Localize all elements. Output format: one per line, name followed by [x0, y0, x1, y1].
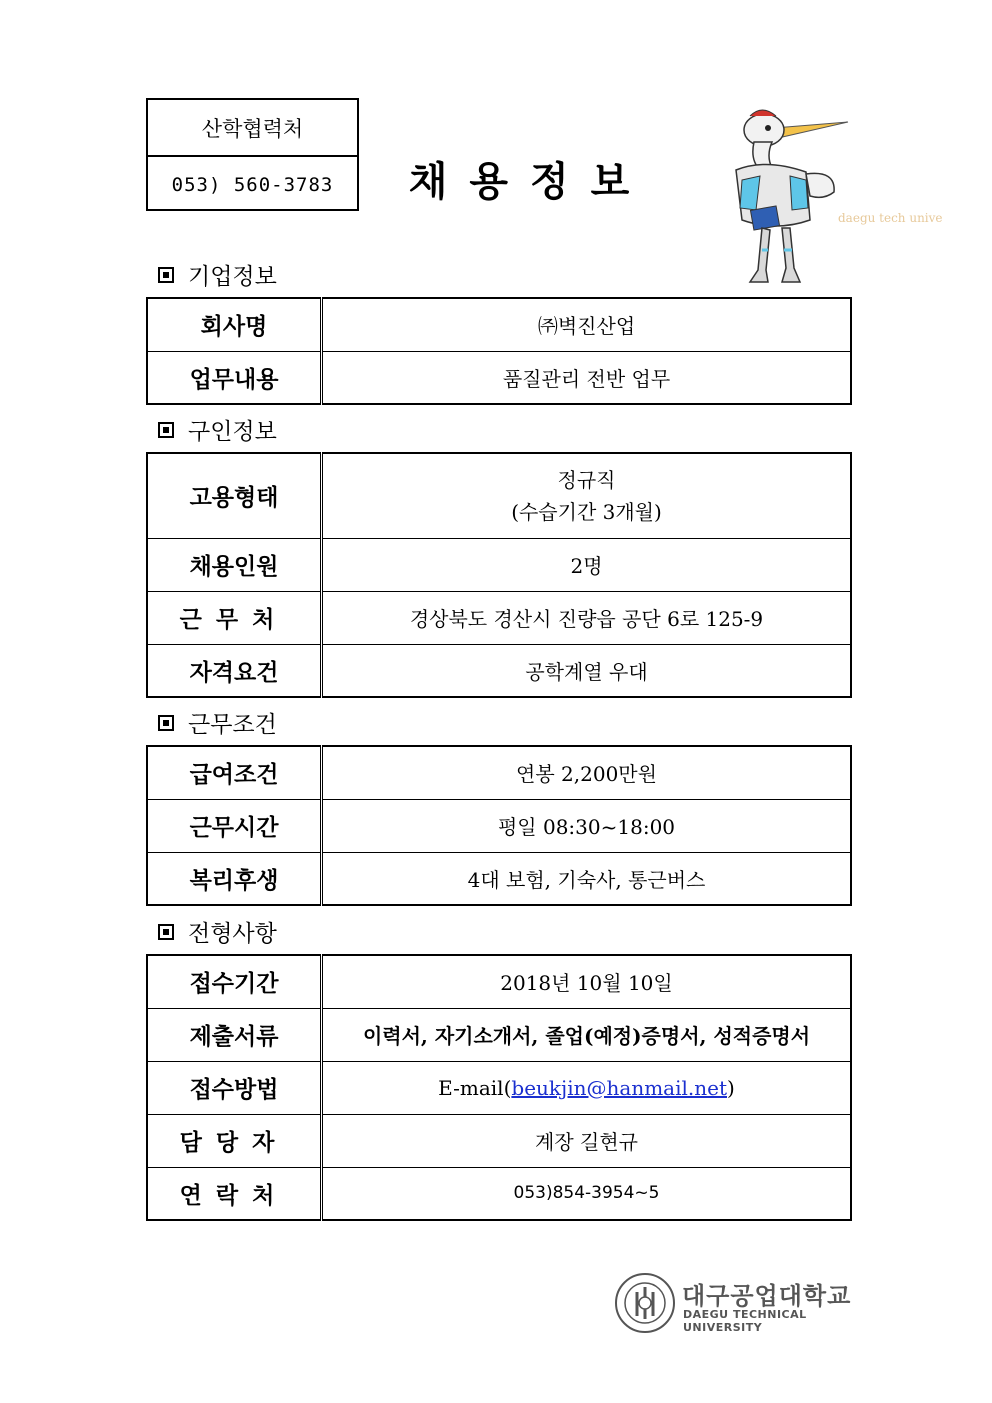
mascot-bird-icon [706, 100, 943, 295]
label-qualifications: 자격요건 [147, 644, 322, 697]
value-contact-number: 053)854-3954~5 [322, 1167, 852, 1220]
table-row [147, 746, 851, 799]
table-row [147, 591, 851, 644]
value-contact-person: 계장 길현규 [322, 1114, 852, 1167]
value-employment-type [322, 453, 852, 538]
square-bullet-icon [158, 422, 174, 438]
square-bullet-icon [158, 924, 174, 940]
value-salary: 연봉 2,200만원 [322, 746, 852, 799]
mascot-watermark: daegu tech unive [838, 211, 943, 225]
value-qualifications: 공학계열 우대 [322, 644, 852, 697]
table-row [147, 644, 851, 697]
value-required-documents: 이력서, 자기소개서, 졸업(예정)증명서, 성적증명서 [322, 1008, 852, 1061]
label-headcount: 채용인원 [147, 538, 322, 591]
table-row [147, 351, 851, 404]
value-application-method [322, 1061, 852, 1114]
employment-type-probation: (수습기간 3개월) [511, 499, 662, 524]
value-application-period: 2018년 10월 10일 [322, 955, 852, 1008]
value-benefits: 4대 보험, 기숙사, 통근버스 [322, 852, 852, 905]
value-company-name: ㈜벽진산업 [322, 298, 852, 351]
process-table [146, 954, 852, 1221]
section-heading-process: 전형사항 [158, 915, 277, 948]
value-headcount: 2명 [322, 538, 852, 591]
table-row [147, 298, 851, 351]
label-benefits: 복리후생 [147, 852, 322, 905]
label-contact-number: 연락처 [147, 1167, 322, 1220]
university-logo [614, 1270, 854, 1334]
square-bullet-icon [158, 715, 174, 731]
value-work-hours: 평일 08:30~18:00 [322, 799, 852, 852]
table-row [147, 1114, 851, 1167]
table-row [147, 1008, 851, 1061]
contact-phone: 053) 560-3783 [148, 155, 357, 212]
section-heading-company: 기업정보 [158, 258, 277, 291]
square-bullet-icon [158, 267, 174, 283]
table-row [147, 538, 851, 591]
email-suffix: ) [727, 1075, 735, 1100]
section-heading-conditions: 근무조건 [158, 706, 277, 739]
label-contact-person: 담당자 [147, 1114, 322, 1167]
label-workplace: 근무처 [147, 591, 322, 644]
label-salary: 급여조건 [147, 746, 322, 799]
employment-type-main: 정규직 [557, 467, 616, 492]
university-name-en: DAEGU TECHNICAL UNIVERSITY [683, 1308, 807, 1334]
label-application-method: 접수방법 [147, 1061, 322, 1114]
page-title: 채용정보 [408, 159, 652, 205]
table-row [147, 852, 851, 905]
contact-box [146, 98, 359, 211]
value-workplace: 경상북도 경산시 진량읍 공단 6로 125-9 [322, 591, 852, 644]
conditions-table [146, 745, 852, 906]
value-job-duties: 품질관리 전반 업무 [322, 351, 852, 404]
university-name-ko: 대구공업대학교 [682, 1282, 852, 1310]
university-seal-icon [614, 1272, 676, 1334]
label-company-name: 회사명 [147, 298, 322, 351]
table-row [147, 1167, 851, 1220]
label-work-hours: 근무시간 [147, 799, 322, 852]
section-heading-recruit: 구인정보 [158, 413, 277, 446]
table-row [147, 1061, 851, 1114]
email-prefix: E-mail( [438, 1075, 512, 1100]
table-row [147, 799, 851, 852]
label-application-period: 접수기간 [147, 955, 322, 1008]
recruit-table [146, 452, 852, 698]
email-link[interactable]: beukjin@hanmail.net [511, 1075, 727, 1100]
table-row [147, 453, 851, 538]
contact-label: 산학협력처 [201, 116, 304, 141]
label-required-documents: 제출서류 [147, 1008, 322, 1061]
label-employment-type: 고용형태 [147, 453, 322, 538]
table-row [147, 955, 851, 1008]
label-job-duties: 업무내용 [147, 351, 322, 404]
company-table [146, 297, 852, 405]
